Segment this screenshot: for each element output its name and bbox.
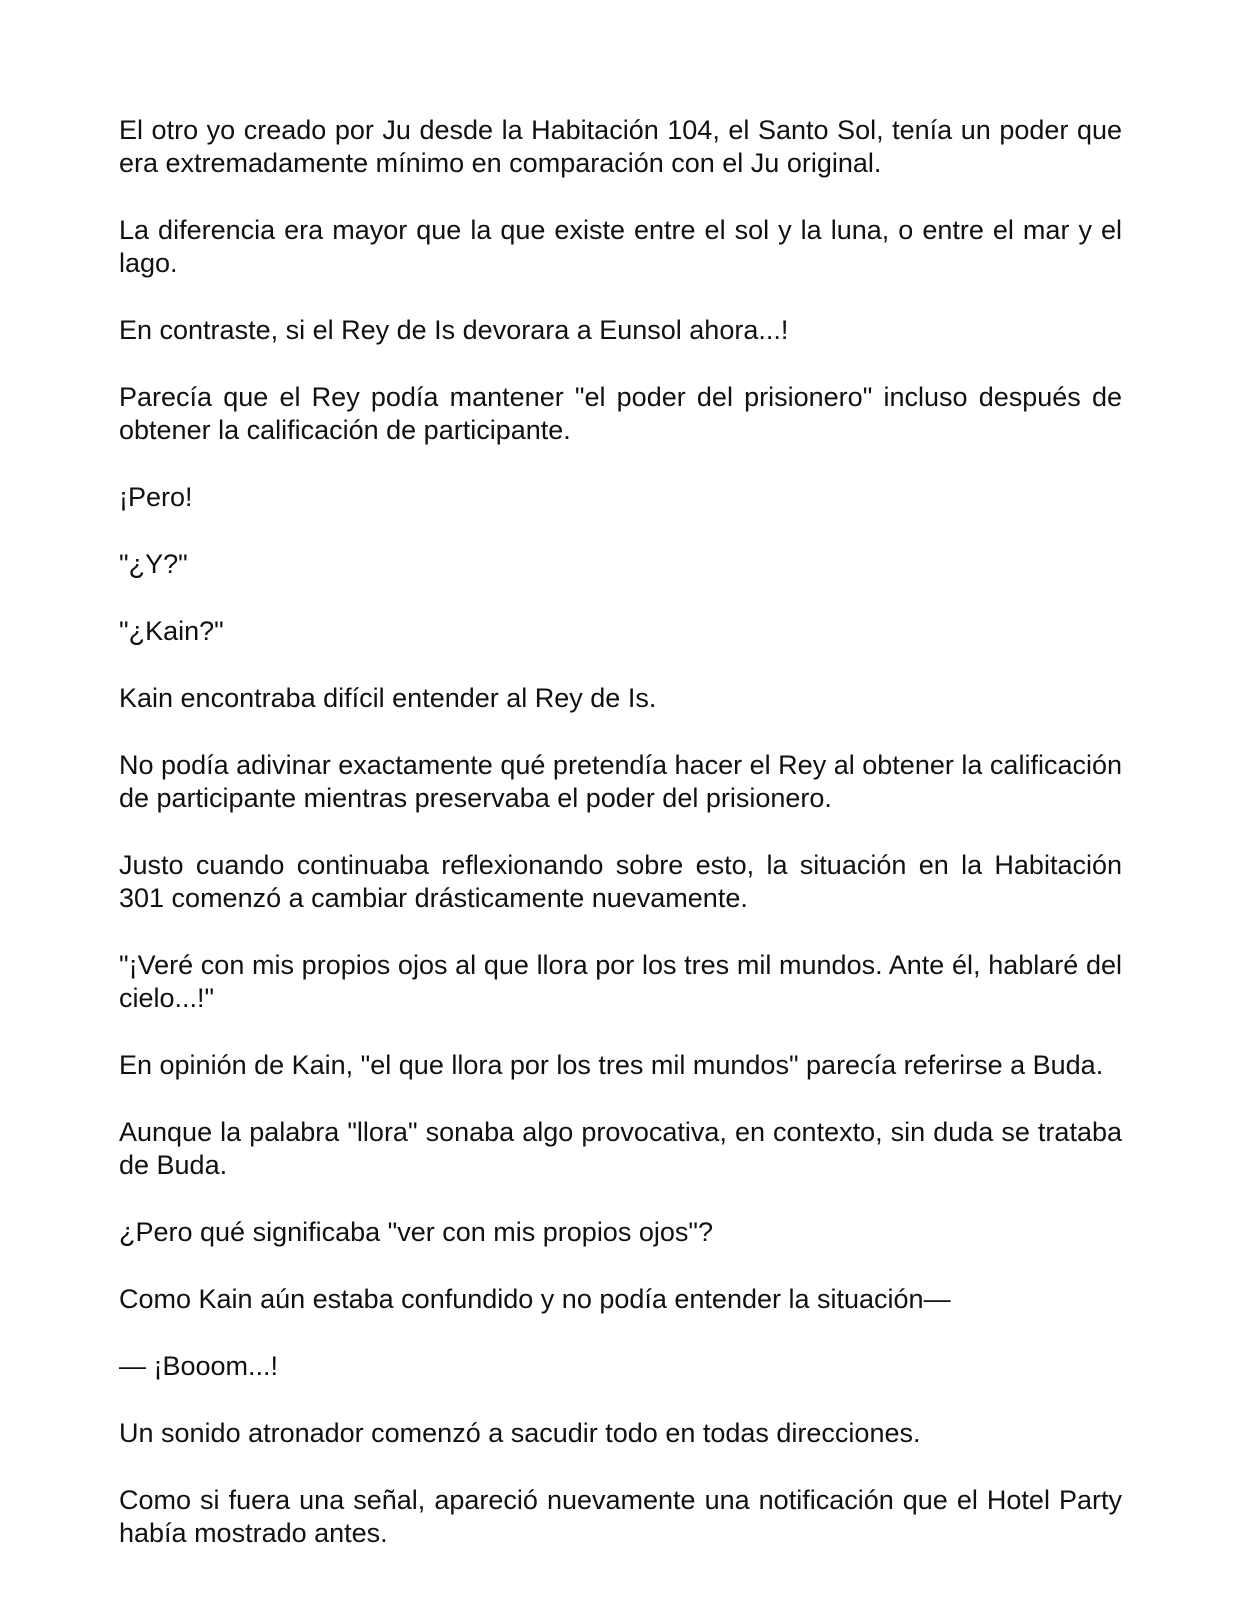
document-page — [119, 114, 1122, 1584]
paragraph: Como si fuera una señal, apareció nuevamente una notificación que el Hotel Party había mostrado antes. — [119, 1485, 1122, 1548]
paragraph: En opinión de Kain, "el que llora por los tres mil mundos" parecía referirse a Buda. — [119, 1050, 1104, 1080]
paragraph: Aunque la palabra "llora" sonaba algo provocativa, en contexto, sin duda se trataba de Buda. — [119, 1117, 1122, 1180]
paragraph: "¿Kain?" — [119, 616, 224, 646]
paragraph: Kain encontraba difícil entender al Rey de Is. — [119, 683, 657, 713]
paragraph: Como Kain aún estaba confundido y no podía entender la situación— — [119, 1284, 951, 1314]
paragraph: En contraste, si el Rey de Is devorara a Eunsol ahora...! — [119, 315, 789, 345]
paragraph: Parecía que el Rey podía mantener "el poder del prisionero" incluso después de obtener la calificación de participante. — [119, 382, 1122, 445]
paragraph: Un sonido atronador comenzó a sacudir todo en todas direcciones. — [119, 1418, 921, 1448]
paragraph: "¿Y?" — [119, 549, 188, 579]
paragraph: El otro yo creado por Ju desde la Habitación 104, el Santo Sol, tenía un poder que era extremadamente mínimo en comparación con el Ju original. — [119, 115, 1122, 178]
paragraph: — ¡Booom...! — [119, 1351, 279, 1381]
paragraph: ¡Pero! — [119, 482, 193, 512]
paragraph: ¿Pero qué significaba "ver con mis propios ojos"? — [119, 1217, 713, 1247]
paragraph: Justo cuando continuaba reflexionando sobre esto, la situación en la Habitación 301 comenzó a cambiar drásticamente nuevamente. — [119, 850, 1122, 913]
paragraph: La diferencia era mayor que la que existe entre el sol y la luna, o entre el mar y el lago. — [119, 215, 1122, 278]
paragraph: No podía adivinar exactamente qué pretendía hacer el Rey al obtener la calificación de participante mientras preservaba el poder del prisionero. — [119, 750, 1122, 813]
paragraph: "¡Veré con mis propios ojos al que llora por los tres mil mundos. Ante él, hablaré del cielo...!" — [119, 950, 1122, 1013]
